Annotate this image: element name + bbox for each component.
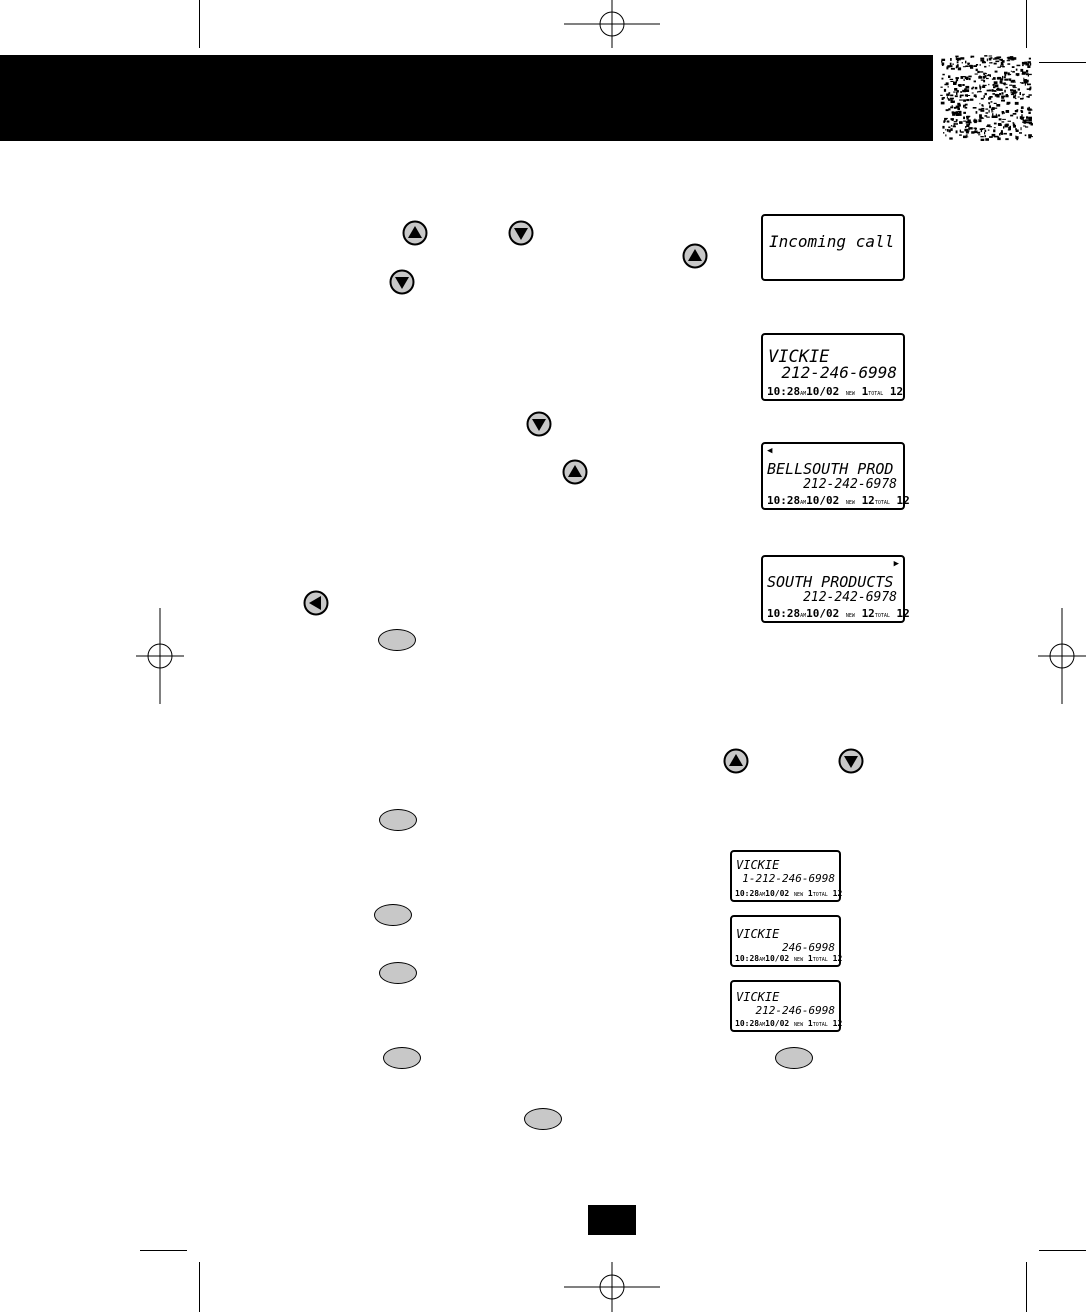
lcd-date: 10/02	[806, 385, 840, 398]
lcd-caller-bellsouth	[761, 442, 910, 510]
lcd-new-count: 1	[807, 889, 813, 898]
arrow-up-button-icon	[682, 243, 708, 269]
arrow-down-button-icon	[526, 411, 552, 437]
lcd-time: 10:28	[767, 607, 801, 620]
page-number-tab	[588, 1205, 636, 1235]
lcd-status-row	[767, 607, 910, 620]
lcd-total-label: TOTAL	[812, 957, 828, 963]
lcd-status-row	[767, 494, 910, 507]
crop-mark	[199, 0, 200, 48]
crop-mark	[1039, 1250, 1086, 1251]
registration-mark-icon	[1038, 608, 1086, 704]
lcd-total-label: TOTAL	[812, 892, 828, 898]
lcd-caller-name: BELLSOUTH PROD	[767, 460, 894, 478]
oval-key-icon	[383, 1047, 421, 1069]
lcd-new-count: 1	[807, 1019, 813, 1028]
oval-key-icon	[524, 1108, 562, 1130]
lcd-date: 10/02	[806, 494, 840, 507]
header-band	[0, 55, 933, 141]
lcd-caller-name: VICKIE	[736, 990, 780, 1004]
lcd-date: 10/02	[765, 889, 790, 898]
lcd-incoming-call	[761, 214, 905, 281]
lcd-caller-name: VICKIE	[736, 858, 780, 872]
registration-mark-icon	[564, 0, 660, 48]
lcd-small-with-prefix	[730, 850, 841, 902]
lcd-new-count: 12	[861, 494, 875, 507]
arrow-left-button-icon	[303, 590, 329, 616]
oval-key-icon	[379, 962, 417, 984]
lcd-new-label: NEW	[845, 613, 855, 619]
lcd-status-row	[735, 954, 842, 963]
lcd-ampm: AM	[800, 613, 807, 619]
lcd-new-count: 1	[807, 954, 813, 963]
lcd-caller-south-products	[761, 555, 910, 623]
lcd-new-count: 12	[861, 607, 875, 620]
crop-mark	[140, 1250, 187, 1251]
speckle-texture-icon	[940, 55, 1033, 141]
lcd-total-label: TOTAL	[868, 391, 884, 397]
lcd-caller-number: 1-212-246-6998	[742, 872, 835, 885]
lcd-date: 10/02	[806, 607, 840, 620]
lcd-new-count: 1	[861, 385, 869, 398]
lcd-status-row	[735, 889, 842, 898]
lcd-date: 10/02	[765, 954, 790, 963]
lcd-ampm: AM	[800, 500, 807, 506]
lcd-small-full	[730, 980, 841, 1032]
crop-mark	[0, 62, 45, 63]
lcd-caller-name: VICKIE	[736, 927, 780, 941]
lcd-ampm: AM	[759, 957, 766, 963]
lcd-caller-number: 212-242-6978	[803, 477, 897, 492]
lcd-ampm: AM	[759, 892, 766, 898]
lcd-total-count: 12	[832, 954, 843, 963]
lcd-total-label: TOTAL	[812, 1022, 828, 1028]
lcd-new-label: NEW	[794, 1022, 804, 1028]
lcd-status-row	[767, 385, 903, 398]
lcd-total-count: 12	[832, 1019, 843, 1028]
lcd-ampm: AM	[800, 391, 807, 397]
lcd-small-local	[730, 915, 841, 967]
lcd-total-count: 12	[889, 385, 904, 398]
arrow-down-button-icon	[508, 220, 534, 246]
lcd-ampm: AM	[759, 1022, 766, 1028]
lcd-new-label: NEW	[845, 500, 855, 506]
lcd-new-label: NEW	[794, 957, 804, 963]
lcd-scroll-left-arrow: ◀	[767, 446, 773, 456]
crop-mark	[199, 1262, 200, 1312]
oval-key-icon	[378, 629, 416, 651]
lcd-caller-name: SOUTH PRODUCTS	[767, 573, 894, 591]
lcd-caller-number: 246-6998	[782, 941, 835, 954]
lcd-time: 10:28	[735, 954, 760, 963]
lcd-new-label: NEW	[794, 892, 804, 898]
lcd-time: 10:28	[767, 494, 801, 507]
lcd-caller-number: 212-246-6998	[755, 1004, 835, 1017]
registration-mark-icon	[564, 1262, 660, 1312]
lcd-caller-number: 212-246-6998	[781, 363, 897, 382]
lcd-date: 10/02	[765, 1019, 790, 1028]
lcd-total-count: 12	[896, 607, 910, 620]
arrow-down-button-icon	[838, 748, 864, 774]
lcd-line-1: Incoming call	[769, 232, 895, 251]
lcd-status-row	[735, 1019, 842, 1028]
arrow-up-button-icon	[723, 748, 749, 774]
lcd-time: 10:28	[735, 889, 760, 898]
lcd-caller-name: VICKIE	[768, 347, 830, 367]
lcd-caller-vickie	[761, 333, 905, 401]
lcd-time: 10:28	[767, 385, 801, 398]
lcd-total-count: 12	[832, 889, 843, 898]
arrow-up-button-icon	[562, 459, 588, 485]
registration-mark-icon	[136, 608, 184, 704]
lcd-total-label: TOTAL	[874, 613, 890, 619]
lcd-new-label: NEW	[845, 391, 855, 397]
crop-mark	[1039, 62, 1086, 63]
lcd-total-count: 12	[896, 494, 910, 507]
crop-mark	[1026, 1262, 1027, 1312]
arrow-up-button-icon	[402, 220, 428, 246]
oval-key-icon	[775, 1047, 813, 1069]
arrow-down-button-icon	[389, 269, 415, 295]
lcd-caller-number: 212-242-6978	[803, 590, 897, 605]
lcd-time: 10:28	[735, 1019, 760, 1028]
lcd-total-label: TOTAL	[874, 500, 890, 506]
oval-key-icon	[374, 904, 412, 926]
lcd-scroll-right-arrow: ▶	[893, 559, 899, 569]
crop-mark	[1026, 0, 1027, 48]
oval-key-icon	[379, 809, 417, 831]
